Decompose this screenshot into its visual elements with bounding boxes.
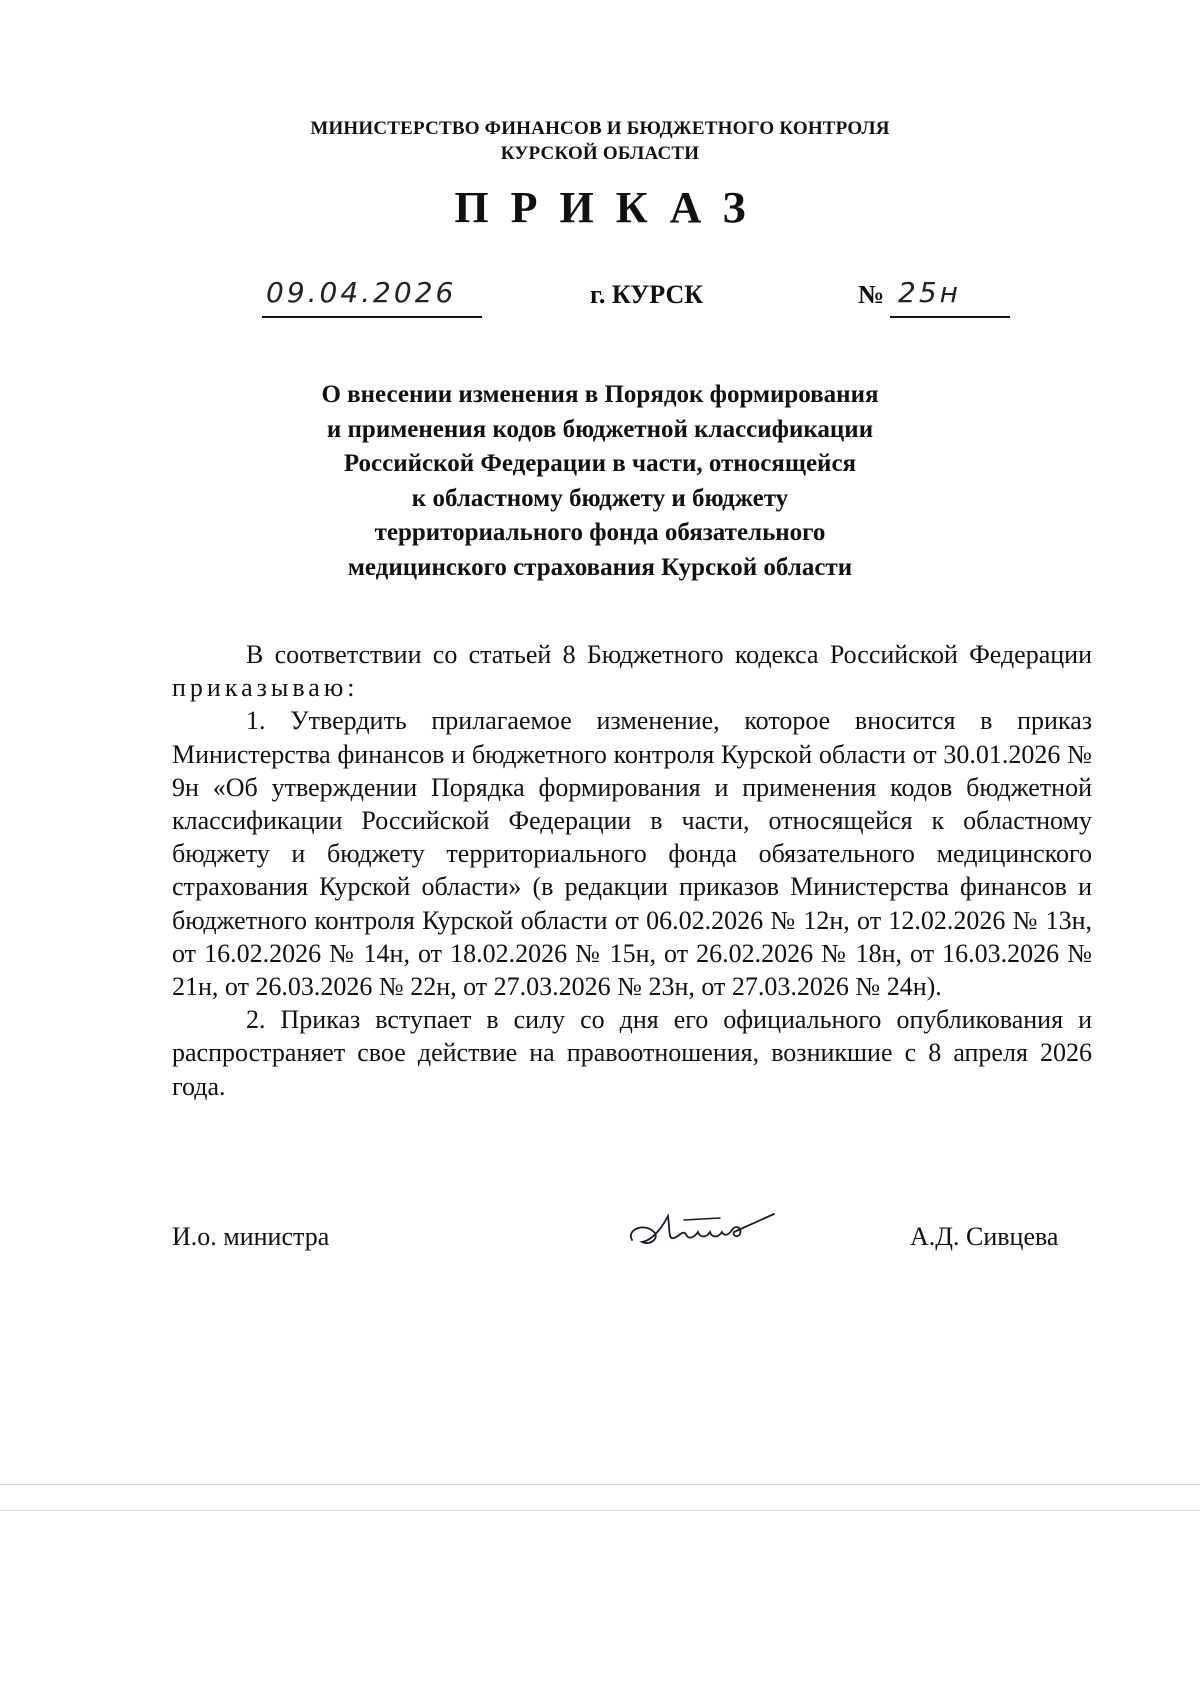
order-title: ПРИКАЗ: [454, 183, 768, 232]
order-subject: [0, 378, 1200, 585]
subject-line: территориального фонда обязательного: [374, 519, 826, 546]
subject-line: к областному бюджету и бюджету: [411, 484, 789, 512]
subject-line: Российской Федерации в части, относящейся: [343, 450, 857, 477]
scan-divider-line: [0, 1484, 1200, 1485]
ministry-name-line1: МИНИСТЕРСТВО ФИНАНСОВ И БЮДЖЕТНОГО КОНТРОЛЯ: [310, 118, 890, 139]
signatory-position: И.о. министра: [172, 1222, 330, 1251]
order-number-label: №: [858, 280, 885, 309]
handwritten-signature: [624, 1200, 784, 1260]
ministry-header: [0, 116, 1200, 166]
order-number-field: [890, 276, 1010, 318]
signatory-name: А.Д. Сивцева: [910, 1222, 1059, 1251]
order-date-handwritten: 09.04.2026: [266, 276, 457, 309]
order-body: [172, 638, 1092, 1103]
subject-line: медицинского страхования Курской области: [347, 553, 853, 581]
intro-paragraph: [172, 638, 1092, 704]
order-city: г. КУРСК: [590, 280, 704, 309]
intro-order-word: приказываю:: [172, 673, 359, 703]
subject-line: О внесении изменения в Порядок формирования: [321, 381, 879, 408]
scan-divider-line: [0, 1510, 1200, 1511]
ministry-name-line2: КУРСКОЙ ОБЛАСТИ: [500, 143, 700, 164]
item-1-paragraph: 1. Утвердить прилагаемое изменение, которое вносится в приказ Министерства финансов и бюджетного контроля Курской области от 30.01.2026 № 9н «Об утверждении Порядка формирования и применения кодов бюджетной классификации Российской Федерации в части, относящейся к областному бюджету и бюджету территориального фонда обязательного медицинского страхования Курской области» (в редакции приказов Министерства финансов и бюджетного контроля Курской области от 06.02.2026 № 12н, от 12.02.2026 № 13н, от 16.02.2026 № 14н, от 18.02.2026 № 15н, от 26.02.2026 № 18н, от 16.03.2026 № 21н, от 26.03.2026 № 22н, от 27.03.2026 № 23н, от 27.03.2026 № 24н).: [172, 706, 1092, 1002]
item-2-paragraph: 2. Приказ вступает в силу со дня его официального опубликования и распространяет свое действие на правоотношения, возникшие с 8 апреля 2026 года.: [172, 1005, 1092, 1101]
subject-line: и применения кодов бюджетной классификации: [326, 415, 874, 443]
order-number-handwritten: 25н: [898, 276, 961, 309]
intro-text: В соответствии со статьей 8 Бюджетного кодекса Российской Федерации: [246, 640, 1092, 669]
order-date-field: [262, 276, 482, 318]
